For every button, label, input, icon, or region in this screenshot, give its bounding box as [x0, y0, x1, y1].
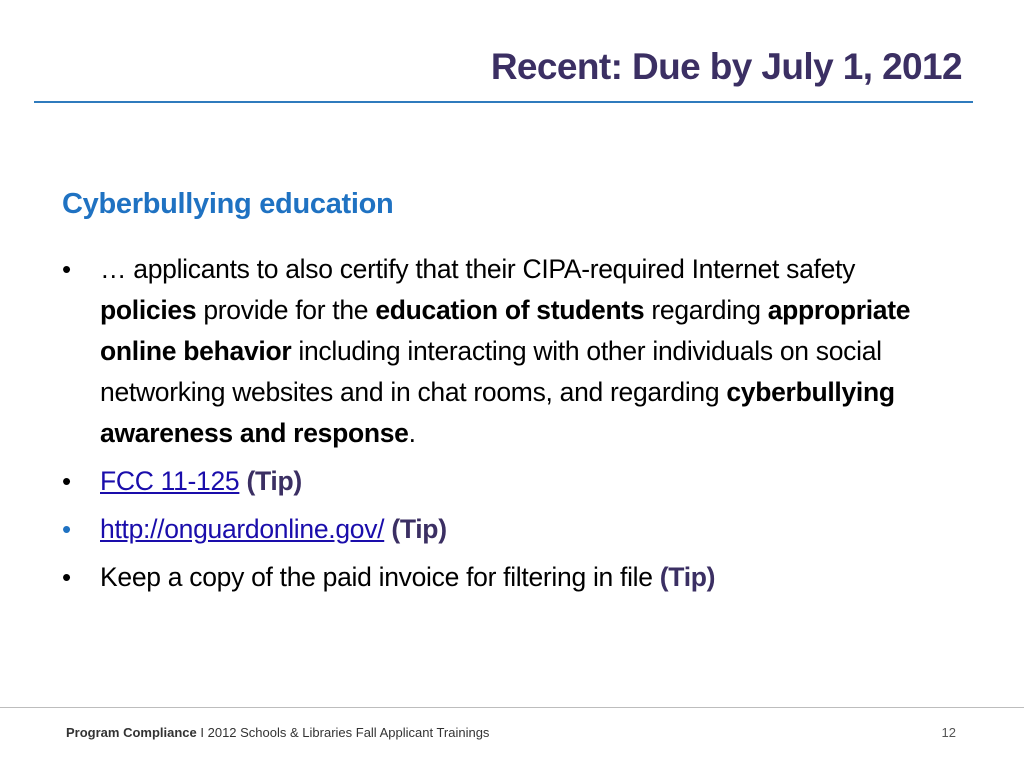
- tip-label: (Tip): [659, 562, 716, 592]
- bullet-item-cipa: [62, 249, 942, 454]
- title-divider: [34, 101, 973, 103]
- tip-label: (Tip): [246, 466, 302, 496]
- bullet-list: [62, 249, 942, 598]
- bullet-dot: •: [62, 254, 71, 284]
- bullet-text: Keep a copy of the paid invoice for filtering in file: [100, 562, 660, 592]
- onguardonline-link[interactable]: http://onguardonline.gov/: [100, 514, 385, 544]
- slide-title: Recent: Due by July 1, 2012: [490, 46, 962, 87]
- footer-divider: [0, 707, 1024, 708]
- bullet-item-invoice: [62, 557, 942, 598]
- bullet-item-fcc: [62, 461, 942, 502]
- footer-event: 2012 Schools & Libraries Fall Applicant Trainings: [207, 725, 490, 740]
- footer-separator: I: [196, 725, 208, 740]
- section-heading: Cyberbullying education: [62, 188, 394, 220]
- bullet-text: … applicants to also certify that their CIPA-required Internet safety policies provide for the education of students regarding appropriate online behavior including interacting with other individuals on social networking websites and in chat rooms, and regarding cyberbullying awareness and response.: [100, 254, 911, 448]
- bullet-item-onguard: [62, 509, 942, 550]
- bullet-dot: •: [62, 562, 71, 592]
- footer-text: [66, 725, 489, 740]
- bullet-dot: •: [62, 466, 71, 496]
- footer-program: Program Compliance: [66, 725, 197, 740]
- bullet-dot: •: [62, 514, 71, 544]
- fcc-11-125-link[interactable]: FCC 11-125: [100, 466, 240, 496]
- page-number: 12: [941, 725, 956, 740]
- tip-label: (Tip): [391, 514, 447, 544]
